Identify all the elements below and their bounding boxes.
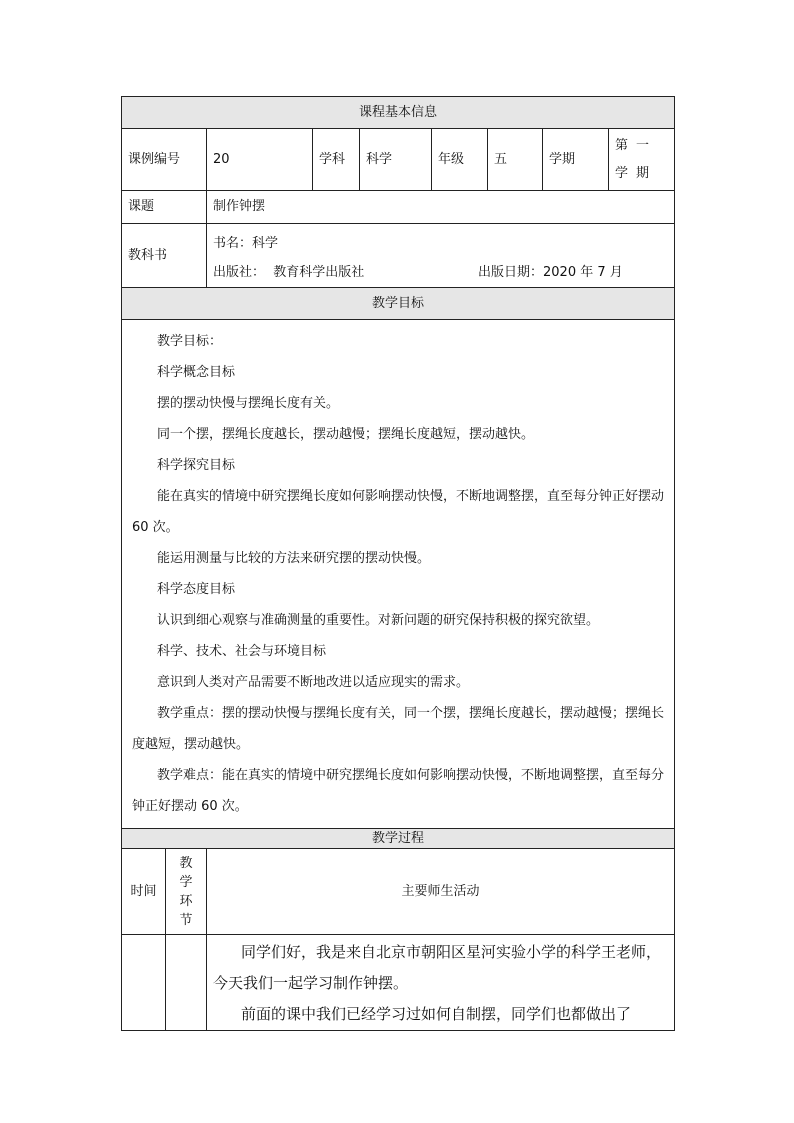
topic-label: 课题 [122,191,207,224]
semester-label: 学期 [543,129,609,191]
objective-line: 能运用测量与比较的方法来研究摆的摆动快慢。 [157,551,431,566]
objective-line: 科学、技术、社会与环境目标 [157,644,327,659]
textbook-publish-date: 出版日期：2020 年 7 月 [478,264,623,280]
col-time-header: 时间 [122,849,166,935]
lesson-plan-table [121,96,675,1031]
case-number-label: 课例编号 [122,129,207,191]
objective-line: 教学目标： [157,334,223,349]
objective-line: 同一个摆，摆绳长度越长，摆动越慢；摆绳长度越短，摆动越快。 [157,427,535,442]
objectives-content [122,320,675,829]
activity-cell [207,935,675,1031]
textbook-name: 书名：科学 [213,235,279,251]
col-stage-header [166,849,207,935]
stage-cell [166,935,207,1031]
objective-line: 认识到细心观察与准确测量的重要性。对新问题的研究保持积极的探究欲望。 [157,613,600,628]
section-basic-info-title: 课程基本信息 [122,97,675,129]
stage-char: 环 [179,893,193,909]
topic-value: 制作钟摆 [207,191,675,224]
stage-char: 节 [179,912,193,928]
stage-char: 教 [179,855,193,871]
objective-line: 教学难点：能在真实的情境中研究摆绳长度如何影响摆动快慢，不断地调整摆，直至每分钟正好摆动 60 次。 [132,768,665,814]
time-cell [122,935,166,1031]
textbook-info [207,224,675,288]
col-activity-header: 主要师生活动 [207,849,675,935]
objective-line: 教学重点：摆的摆动快慢与摆绳长度有关，同一个摆，摆绳长度越长，摆动越慢；摆绳长度越短，摆动越快。 [132,706,665,752]
objective-line: 科学态度目标 [157,582,236,597]
objective-line: 能在真实的情境中研究摆绳长度如何影响摆动快慢，不断地调整摆，直至每分钟正好摆动 60 次。 [132,489,665,535]
semester-value: 第一学期 [609,129,675,191]
section-objectives-title: 教学目标 [122,288,675,320]
objective-line: 意识到人类对产品需要不断地改进以适应现实的需求。 [157,675,470,690]
textbook-label: 教科书 [122,224,207,288]
grade-label: 年级 [432,129,488,191]
stage-char: 学 [179,874,193,890]
activity-paragraph: 同学们好，我是来自北京市朝阳区星河实验小学的科学王老师，今天我们一起学习制作钟摆。 [213,943,662,992]
case-number-value: 20 [207,129,313,191]
objective-line: 科学探究目标 [157,458,236,473]
section-process-title: 教学过程 [122,829,675,849]
grade-value: 五 [488,129,543,191]
activity-paragraph: 前面的课中我们已经学习过如何自制摆，同学们也都做出了 [241,1005,632,1023]
subject-label: 学科 [313,129,360,191]
objective-line: 摆的摆动快慢与摆绳长度有关。 [157,396,340,411]
subject-value: 科学 [360,129,432,191]
textbook-publisher: 出版社： 教育科学出版社 [213,264,365,280]
objective-line: 科学概念目标 [157,365,236,380]
